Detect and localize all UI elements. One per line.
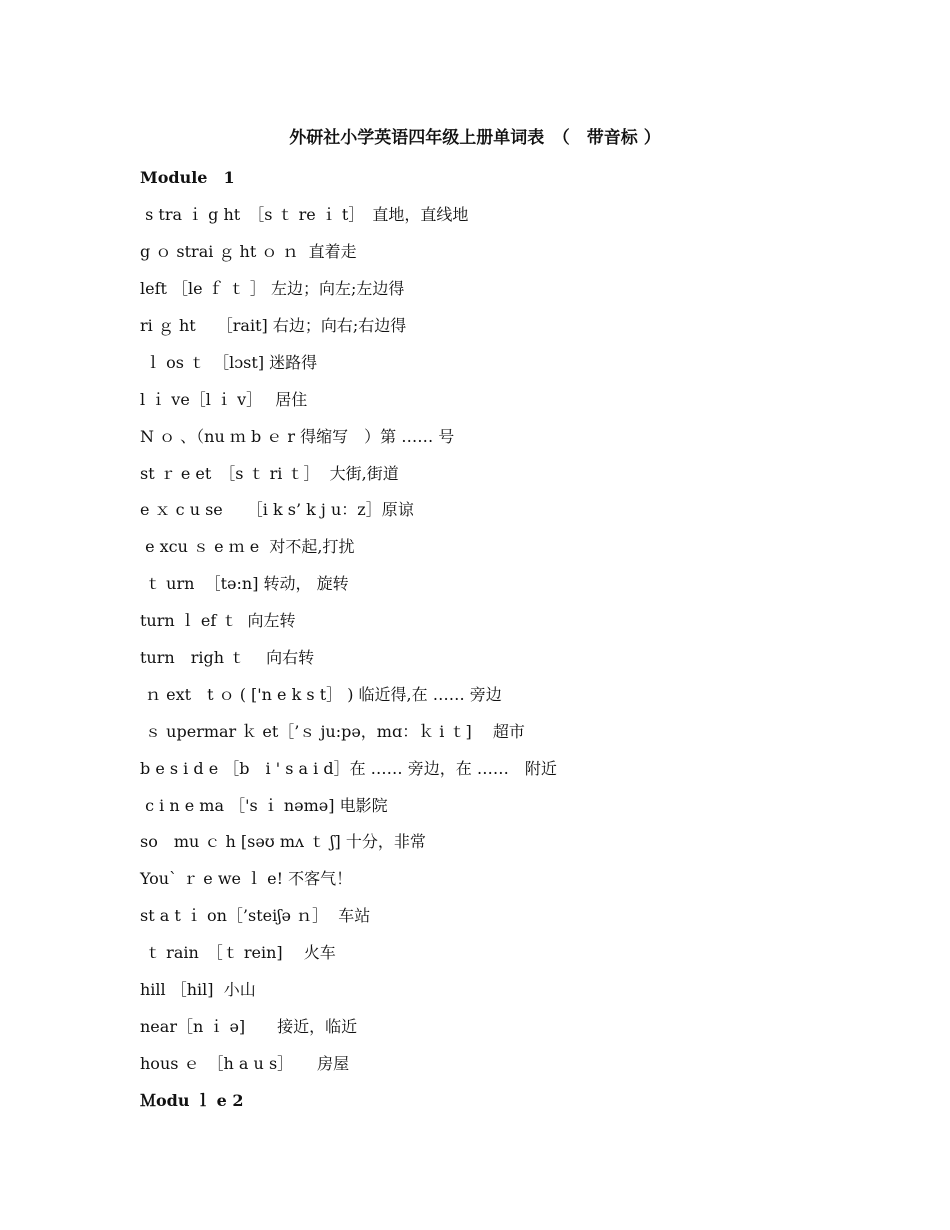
vocabulary-entry: turn righ ｔ 向右转 — [140, 648, 315, 668]
module-heading: Ｍodu ｌ e 2 — [140, 1090, 244, 1110]
vocabulary-entry: You` ｒ e we ｌ e! 不客气！ — [140, 869, 353, 889]
vocabulary-entry: g ｏ strai ｇ ht ｏ ｎ 直着走 — [140, 242, 357, 262]
vocabulary-entry: ｌ os ｔ ［lɔst] 迷路得 — [140, 352, 318, 372]
vocabulary-entry: e xcu ｓ e ｍ e 对不起,打扰 — [140, 537, 355, 557]
vocabulary-entry: ｎ ext t ｏ ( ['n e k s t］ ) 临近得,在 …… 旁边 — [140, 684, 502, 704]
vocabulary-entry: e ｘ c u se ［i k s’ k j u：z］原谅 — [140, 500, 414, 520]
vocabulary-entry: b e s i d e ［b i ' s a i d］在 …… 旁边，在 …… 附近 — [140, 758, 557, 778]
vocabulary-entry: turn ｌ ef ｔ 向左转 — [140, 611, 296, 631]
vocabulary-entry: ｓ upermar ｋ et［’ｓ ju:pə，mɑ：ｋ i ｔ] 超市 — [140, 721, 525, 741]
vocabulary-entry: st ｒ e et ［s ｔ ri ｔ］ 大街,街道 — [140, 463, 399, 483]
vocabulary-entry: hill ［hil] 小山 — [140, 980, 256, 1000]
module-heading: Module 1 — [140, 168, 235, 188]
vocabulary-entry: hous ｅ ［h a u s］ 房屋 — [140, 1053, 350, 1073]
vocabulary-entry: s tra ｉ g ht ［s ｔ re ｉ t］ 直地，直线地 — [140, 205, 469, 225]
vocabulary-entry: ｔ urn ［tə:n] 转动， 旋转 — [140, 574, 349, 594]
vocabulary-entry: so mu ｃ h [səʊ mʌ ｔ ʃ] 十分，非常 — [140, 832, 426, 852]
vocabulary-entry: l ｉ ve［l ｉ v］ 居住 — [140, 389, 308, 409]
vocabulary-entry: near［n ｉ ə] 接近，临近 — [140, 1016, 358, 1036]
vocabulary-entry: c i n e ma ［'s ｉ nəmə] 电影院 — [140, 795, 388, 815]
document-title: 外研社小学英语四年级上册单词表 （ 带音标 ） — [289, 128, 661, 148]
vocabulary-entry: ri ｇ ht ［rait] 右边；向右;右边得 — [140, 316, 407, 335]
vocabulary-entry: N ｏ 、（nu ｍ b ｅ r 得缩写 ）第 …… 号 — [140, 426, 455, 446]
vocabulary-entry: ｔ rain ［ｔ rein] 火车 — [140, 943, 336, 963]
vocabulary-list — [140, 160, 900, 1119]
vocabulary-entry: st a t ｉ on［’steiʃə ｎ］ 车站 — [140, 906, 371, 926]
vocabulary-entry: left ［le ｆ ｔ ］ 左边；向左;左边得 — [140, 279, 405, 299]
